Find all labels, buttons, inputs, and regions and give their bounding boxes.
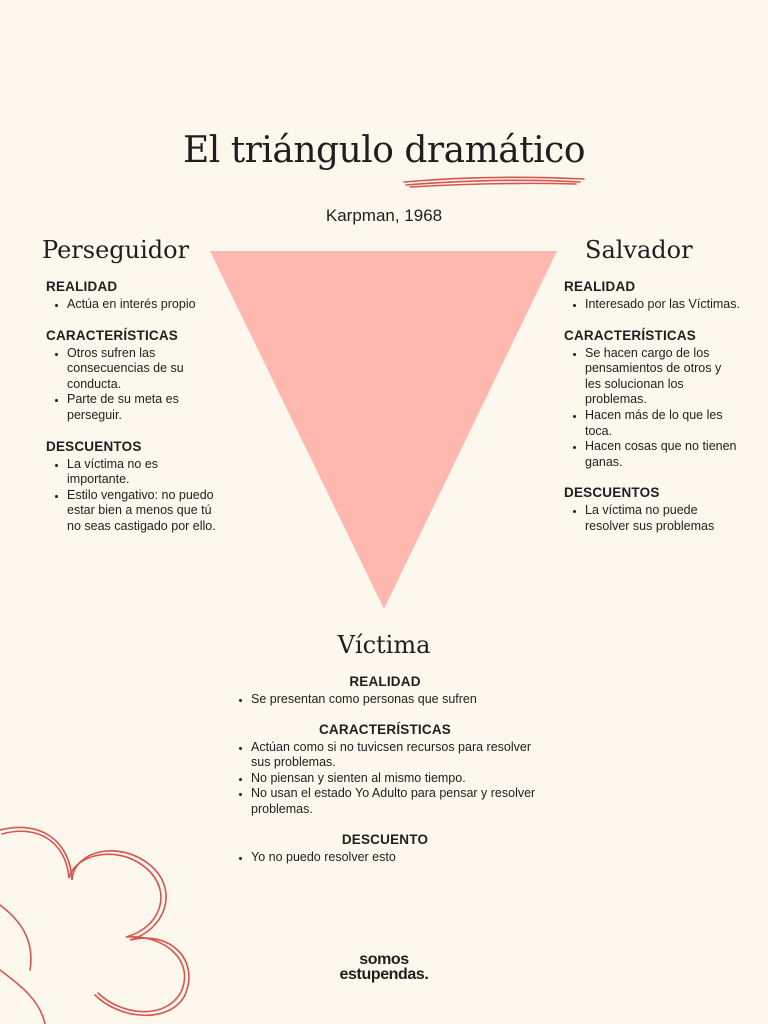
victim-column bbox=[230, 674, 540, 879]
discounts-list bbox=[230, 850, 540, 866]
traits-heading: CARACTERÍSTICAS bbox=[564, 327, 697, 343]
discounts-heading: DESCUENTO bbox=[341, 831, 429, 847]
list-item: • La víctima no puede resolver sus problemas bbox=[585, 503, 740, 534]
role-victim-heading: Víctima bbox=[337, 631, 431, 659]
drama-triangle bbox=[210, 251, 558, 611]
discounts-list bbox=[46, 457, 216, 535]
list-item: • Interesado por las Víctimas. bbox=[585, 297, 740, 313]
title-underline-scribble bbox=[400, 174, 590, 190]
list-item: • Se hacen cargo de los pensamientos de otros y les solucionan los problemas. bbox=[585, 346, 740, 408]
traits-list bbox=[46, 346, 216, 424]
reality-list bbox=[564, 297, 740, 313]
traits-list bbox=[230, 740, 540, 818]
list-item: • Otros sufren las consecuencias de su conducta. bbox=[67, 346, 216, 393]
list-item: • Estilo vengativo: no puedo estar bien a menos que tú no seas castigado por ello. bbox=[67, 488, 216, 535]
list-item: • Actúan como si no tuvicsen recursos para resolver sus problemas. bbox=[251, 740, 540, 771]
list-item: • No usan el estado Yo Adulto para pensar y resolver problemas. bbox=[251, 786, 540, 817]
list-item: • Yo no puedo resolver esto bbox=[251, 850, 540, 866]
traits-list bbox=[564, 346, 740, 471]
persecutor-column bbox=[46, 279, 216, 550]
traits-heading: CARACTERÍSTICAS bbox=[318, 721, 451, 737]
list-item: • No piensan y sienten al mismo tiempo. bbox=[251, 771, 540, 787]
rescuer-column bbox=[564, 279, 740, 550]
reality-list bbox=[230, 692, 540, 708]
reality-heading: REALIDAD bbox=[349, 674, 421, 689]
brand-line-2: estupendas. bbox=[339, 966, 429, 983]
discounts-heading: DESCUENTOS bbox=[564, 485, 660, 501]
list-item: • Actúa en interés propio bbox=[67, 297, 216, 313]
reality-heading: REALIDAD bbox=[46, 279, 118, 294]
list-item: • La víctima no es importante. bbox=[67, 457, 216, 488]
role-persecutor-heading: Perseguidor bbox=[42, 236, 190, 264]
discounts-heading: DESCUENTOS bbox=[46, 438, 142, 454]
role-rescuer-heading: Salvador bbox=[585, 236, 693, 264]
page-title: El triángulo dramático bbox=[182, 130, 586, 171]
list-item: • Parte de su meta es perseguir. bbox=[67, 392, 216, 423]
reality-list bbox=[46, 297, 216, 313]
traits-heading: CARACTERÍSTICAS bbox=[46, 327, 179, 343]
brand-line-1: somos bbox=[359, 951, 409, 968]
list-item: • Hacen más de lo que les toca. bbox=[585, 408, 740, 439]
list-item: • Se presentan como personas que sufren bbox=[251, 692, 540, 708]
brand-logo bbox=[0, 952, 768, 982]
flower-outline-icon bbox=[0, 820, 200, 1024]
discounts-list bbox=[564, 503, 740, 534]
reality-heading: REALIDAD bbox=[564, 279, 636, 294]
subtitle: Karpman, 1968 bbox=[325, 206, 443, 225]
list-item: • Hacen cosas que no tienen ganas. bbox=[585, 439, 740, 470]
